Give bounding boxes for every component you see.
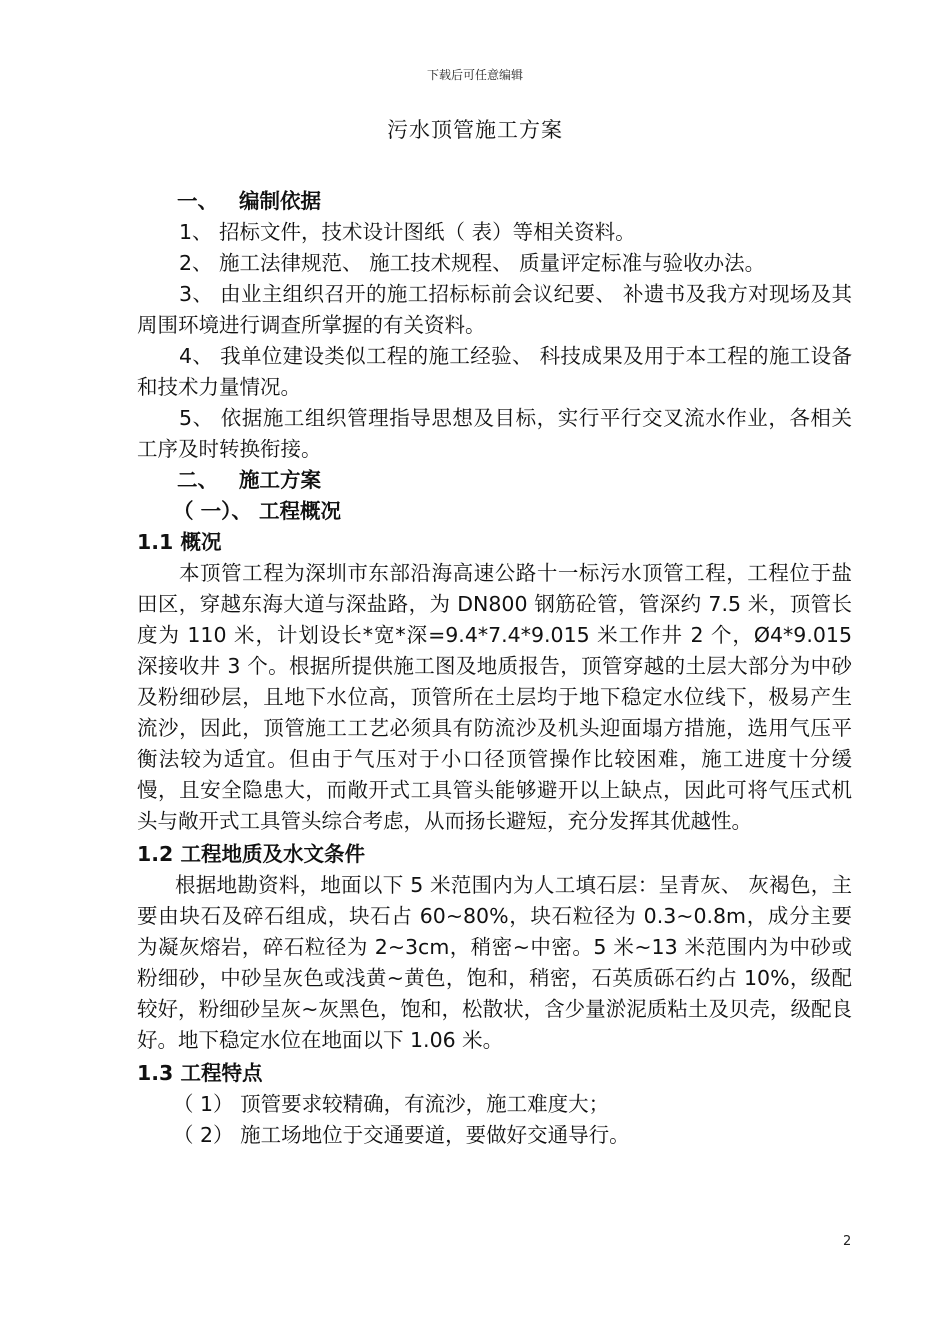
page-number: 2 (843, 1234, 852, 1249)
feature-item-1: （ 1） 顶管要求较精确，有流沙，施工难度大； (173, 1092, 610, 1116)
heading-1-3: 1.3 工程特点 (137, 1061, 263, 1085)
heading-1-2: 1.2 工程地质及水文条件 (137, 842, 365, 866)
basis-item-4: 4、 我单位建设类似工程的施工经验、 科技成果及用于本工程的施工设备和技术力量情况。 (137, 344, 852, 399)
feature-item-2: （ 2） 施工场地位于交通要道，要做好交通导行。 (173, 1123, 630, 1147)
basis-item-5: 5、 依据施工组织管理指导思想及目标，实行平行交叉流水作业，各相关工序及时转换衔接。 (137, 406, 852, 461)
basis-item-2: 2、 施工法律规范、 施工技术规程、 质量评定标准与验收办法。 (179, 251, 766, 275)
overview-paragraph: 本顶管工程为深圳市东部沿海高速公路十一标污水顶管工程，工程位于盐田区，穿越东海大道与深盐路，为 DN800 钢筋砼管，管深约 7.5 米，顶管长度为 110 米，计划设长*宽*深=9.4*7.4*9.015 米工作井 2 个，Ø4*9.015 深接收井 3 个。根据所提供施工图及地质报告，顶管穿越的土层大部分为中砂及粉细砂层，且地下水位高，顶管所在土层均于地下稳定水位线下，极易产生流沙，因此，顶管施工工艺必须具有防流沙及机头迎面塌方措施，选用气压平衡法较为适宜。但由于气压对于小口径顶管操作比较困难，施工进度十分缓慢，且安全隐患大，而敞开式工具管头能够避开以上缺点，因此可将气压式机头与敞开式工具管头综合考虑，从而扬长避短，充分发挥其优越性。 (137, 561, 852, 833)
header-note: 下载后可任意编辑 (426, 68, 523, 82)
section-1-heading: 一、 编制依据 (177, 189, 321, 213)
heading-1-1: 1.1 概况 (137, 530, 222, 554)
section-2-heading: 二、 施工方案 (177, 468, 321, 492)
document-title: 污水顶管施工方案 (387, 118, 563, 142)
basis-item-1: 1、 招标文件，技术设计图纸（ 表）等相关资料。 (179, 220, 636, 244)
document-body (137, 186, 852, 1151)
basis-item-3: 3、 由业主组织召开的施工招标标前会议纪要、 补遗书及我方对现场及其周围环境进行调查所掌握的有关资料。 (137, 282, 852, 337)
subsection-overview-heading: （ 一）、 工程概况 (173, 499, 342, 523)
geology-paragraph: 根据地勘资料，地面以下 5 米范围内为人工填石层：呈青灰、 灰褐色，主要由块石及碎石组成，块石占 60~80%，块石粒径为 0.3~0.8m，成分主要为凝灰熔岩，碎石粒径为 2~3cm，稍密~中密。5 米~13 米范围内为中砂或粉细砂，中砂呈灰色或浅黄~黄色，饱和，稍密，石英质砾石约占 10%，级配较好，粉细砂呈灰~灰黑色，饱和，松散状，含少量淤泥质粘土及贝壳，级配良好。地下稳定水位在地面以下 1.06 米。 (137, 873, 852, 1052)
